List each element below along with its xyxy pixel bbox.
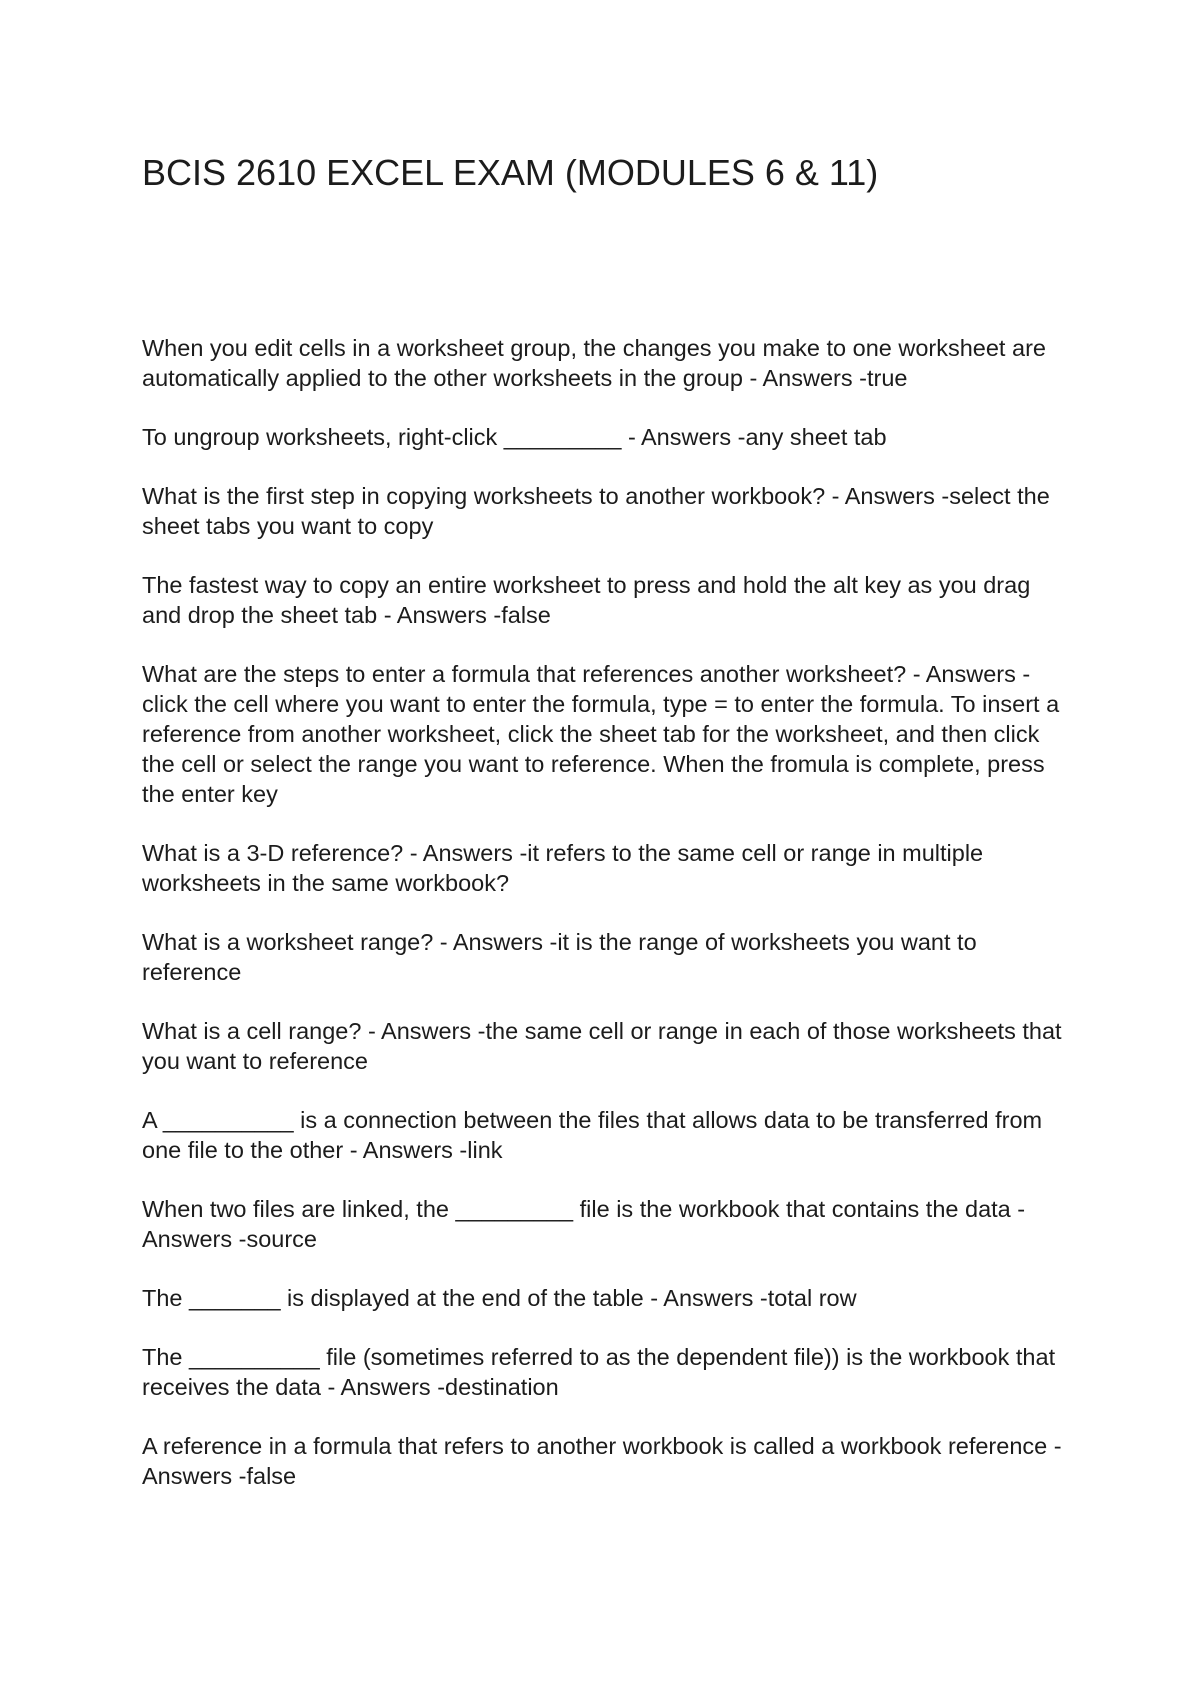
qa-item: What is a 3-D reference? - Answers -it refers to the same cell or range in multiple worksheets in the same workbook? — [142, 840, 984, 896]
qa-item: The _______ is displayed at the end of the table - Answers -total row — [142, 1285, 857, 1311]
page-title: BCIS 2610 EXCEL EXAM (MODULES 6 & 11) — [142, 152, 879, 193]
qa-item: A reference in a formula that refers to another workbook is called a workbook reference - Answers -false — [142, 1433, 1062, 1489]
qa-item: To ungroup worksheets, right-click _________ - Answers -any sheet tab — [142, 424, 887, 450]
qa-item: A __________ is a connection between the files that allows data to be transferred from one file to the other - Answers -link — [142, 1107, 1043, 1163]
qa-item: What is a worksheet range? - Answers -it is the range of worksheets you want to reference — [142, 929, 977, 985]
qa-item: What is the first step in copying worksheets to another workbook? - Answers -select the sheet tabs you want to copy — [142, 483, 1050, 539]
qa-item: When you edit cells in a worksheet group, the changes you make to one worksheet are automatically applied to the other worksheets in the group - Answers -true — [142, 335, 1046, 391]
qa-item: The __________ file (sometimes referred to as the dependent file)) is the workbook that receives the data - Answers -destination — [142, 1344, 1056, 1400]
qa-item: The fastest way to copy an entire worksheet to press and hold the alt key as you drag and drop the sheet tab - Answers -false — [142, 572, 1031, 628]
qa-item: What are the steps to enter a formula that references another worksheet? - Answers -click the cell where you want to enter the formula, type = to enter the formula. To insert a reference from another worksheet, click the sheet tab for the worksheet, and then click the cell or select the range you want to reference. When the fromula is complete, press the enter key — [142, 661, 1060, 807]
qa-list — [142, 333, 1072, 1520]
qa-item: What is a cell range? - Answers -the same cell or range in each of those worksheets that you want to reference — [142, 1018, 1062, 1074]
qa-item: When two files are linked, the _________ file is the workbook that contains the data - Answers -source — [142, 1196, 1026, 1252]
